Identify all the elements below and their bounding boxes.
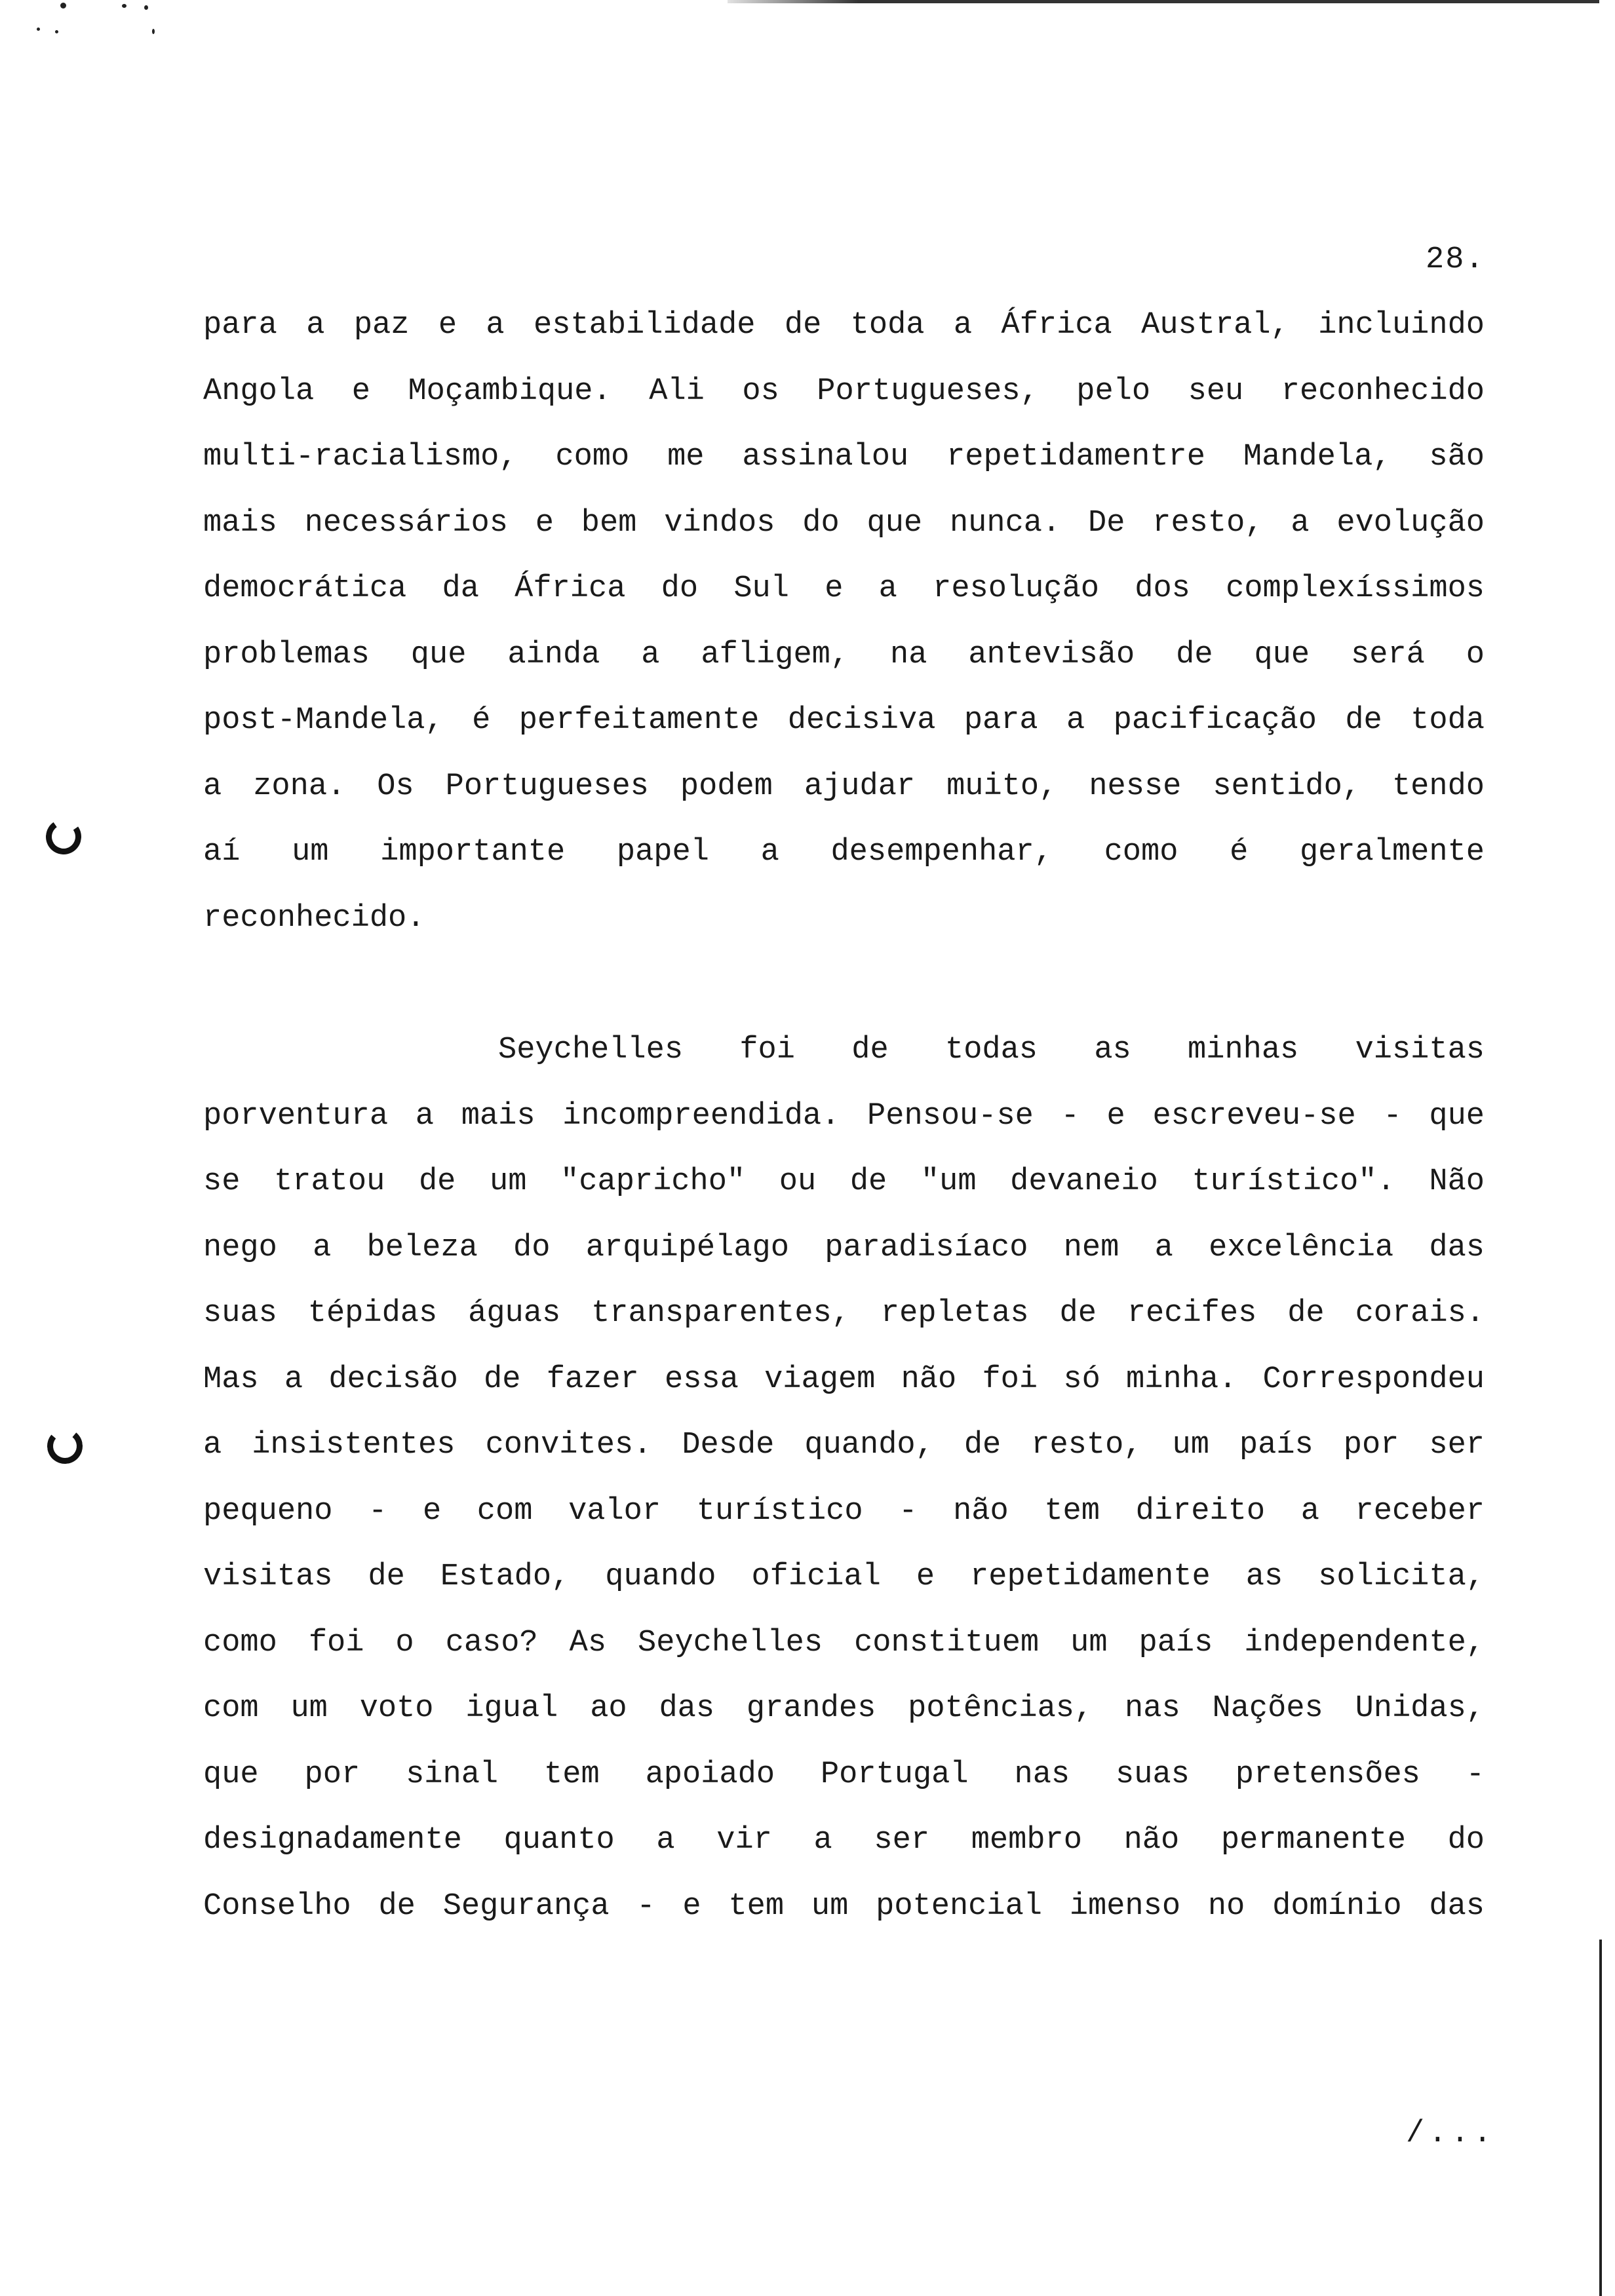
scan-speck xyxy=(144,5,148,10)
text-line: porventura a mais incompreendida. Pensou-se - e escreveu-se - que xyxy=(203,1098,1485,1134)
text-line: Conselho de Segurança - e tem um potencial imenso no domínio das xyxy=(203,1888,1485,1924)
scan-speck xyxy=(122,4,126,8)
text-line: aí um importante papel a desempenhar, como é geralmente xyxy=(203,835,1485,870)
page-number: 28. xyxy=(1426,242,1485,277)
continuation-mark: /... xyxy=(1406,2116,1496,2151)
scan-speck xyxy=(60,3,66,9)
text-line: reconhecido. xyxy=(203,900,425,936)
scan-speck xyxy=(55,30,58,33)
text-line: a insistentes convites. Desde quando, de resto, um país por ser xyxy=(203,1428,1485,1463)
punch-hole-mark xyxy=(43,816,85,858)
text-line: multi-racialismo, como me assinalou repetidamentre Mandela, são xyxy=(203,440,1485,474)
text-line: com um voto igual ao das grandes potências, nas Nações Unidas, xyxy=(203,1691,1485,1726)
text-line: Seychelles foi de todas as minhas visitas xyxy=(498,1033,1485,1067)
text-line: nego a beleza do arquipélago paradisíaco nem a excelência das xyxy=(203,1230,1485,1265)
scan-edge-right xyxy=(1599,1940,1602,2296)
paragraph-2 xyxy=(203,1018,1485,1940)
text-line: como foi o caso? As Seychelles constituem um país independente, xyxy=(203,1625,1485,1660)
text-line: democrática da África do Sul e a resolução dos complexíssimos xyxy=(203,571,1485,606)
text-line: visitas de Estado, quando oficial e repetidamente as solicita, xyxy=(203,1559,1485,1594)
text-line: Angola e Moçambique. Ali os Portugueses, pelo seu reconhecido xyxy=(203,373,1485,409)
text-line: designadamente quanto a vir a ser membro não permanente do xyxy=(203,1823,1485,1858)
scan-speck xyxy=(152,29,155,34)
scan-edge-top xyxy=(728,0,1599,3)
text-line: a zona. Os Portugueses podem ajudar muito, nesse sentido, tendo xyxy=(203,769,1485,804)
text-line: pequeno - e com valor turístico - não tem direito a receber xyxy=(203,1493,1485,1529)
text-line: problemas que ainda a afligem, na antevisão de que será o xyxy=(203,637,1485,672)
text-line: que por sinal tem apoiado Portugal nas suas pretensões - xyxy=(203,1757,1485,1792)
paragraph-1 xyxy=(203,293,1485,951)
text-line: se tratou de um "capricho" ou de "um devaneio turístico". Não xyxy=(203,1164,1485,1199)
punch-hole-mark xyxy=(46,1427,85,1466)
text-line: post-Mandela, é perfeitamente decisiva para a pacificação de toda xyxy=(203,703,1485,738)
text-line: suas tépidas águas transparentes, repletas de recifes de corais. xyxy=(203,1296,1485,1331)
text-line: para a paz e a estabilidade de toda a África Austral, incluindo xyxy=(203,308,1485,343)
scan-speck xyxy=(37,28,40,31)
text-line: Mas a decisão de fazer essa viagem não foi só minha. Correspondeu xyxy=(203,1362,1485,1397)
text-line: mais necessários e bem vindos do que nunca. De resto, a evolução xyxy=(203,505,1485,541)
